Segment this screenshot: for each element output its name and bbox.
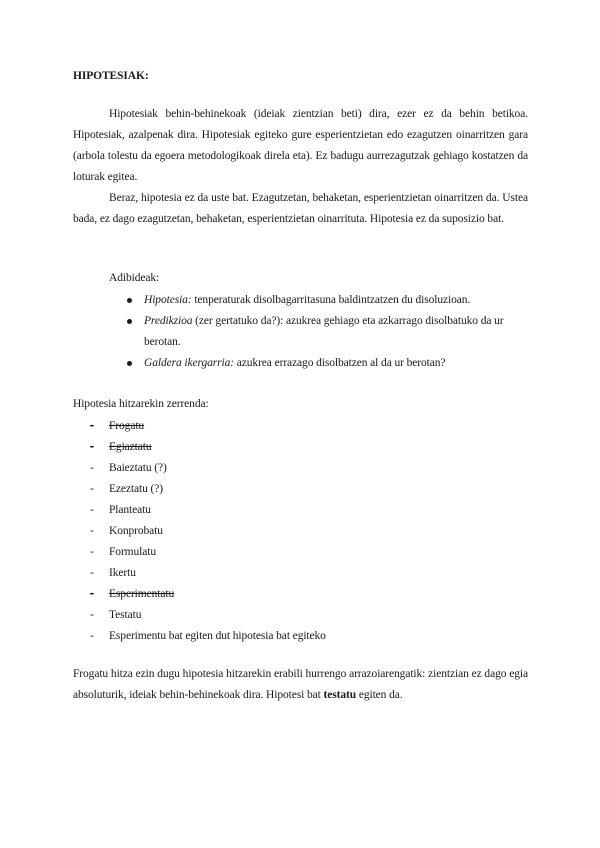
list-word: Frogatu xyxy=(109,420,145,432)
list-word: Baieztatu (?) xyxy=(109,462,167,474)
bullet-icon xyxy=(127,361,132,366)
paragraph-conclusion xyxy=(73,664,528,706)
word-list-title: Hipotesia hitzarekin zerrenda: xyxy=(73,398,209,410)
list-dash: - xyxy=(90,462,94,474)
conclusion-bold-word: testatu xyxy=(323,689,357,701)
list-word: Esperimentu bat egiten dut hipotesia bat egiteko xyxy=(109,630,326,642)
list-word: Planteatu xyxy=(109,504,151,516)
list-dash: - xyxy=(90,567,94,579)
list-dash: - xyxy=(90,504,94,516)
paragraph-intro: Hipotesiak behin-behinekoak (ideiak zientzian beti) dira, ezer ez da behin betikoa. Hipotesiak, azalpenak dira. Hipotesiak egiteko gure esperientzietan edo ezagutzen oinarritzen gara (arbola tolestu da egoera metodologikoak direla eta). Ez badugu aurrezagutzak gehiago kostatzen da loturak egitea. xyxy=(73,108,528,183)
list-word: Egiaztatu xyxy=(109,441,152,453)
conclusion-end: egiten da. xyxy=(356,689,403,701)
list-word: Testatu xyxy=(109,609,142,621)
list-dash: - xyxy=(90,483,94,495)
list-dash: - xyxy=(90,525,94,537)
bullet-icon xyxy=(127,298,132,303)
list-dash: - xyxy=(90,609,94,621)
list-item xyxy=(73,290,528,311)
list-word: Esperimentatu xyxy=(109,588,175,600)
conclusion-text: Frogatu hitza ezin dugu hipotesia hitzarekin erabili hurrengo arrazoiarengatik: zientzian ez dago egia absoluturik, ideiak behin-behinekoak dira. Hipotesi bat xyxy=(73,668,528,701)
list-dash: - xyxy=(90,546,94,558)
paragraph-hypothesis-definition: Beraz, hipotesia ez da uste bat. Ezagutzetan, behaketan, esperientzietan oinarritzen da. Ustea bada, ez dago ezagutzetan, behaketan, esperientzietan oinarrituta. Hipotesia ez da suposizio bat. xyxy=(73,192,528,225)
examples-label: Adibideak: xyxy=(109,272,160,284)
list-item xyxy=(73,353,528,374)
example-text: tenperaturak disolbagarritasuna baldintzatzen du disoluzioan. xyxy=(191,294,471,306)
page-title: HIPOTESIAK: xyxy=(73,70,149,82)
list-item xyxy=(73,311,528,353)
list-dash: - xyxy=(90,588,94,600)
list-word: Konprobatu xyxy=(109,525,163,537)
examples-list xyxy=(73,290,528,374)
example-text: azukrea errazago disolbatzen al da ur berotan? xyxy=(233,357,446,369)
list-dash: - xyxy=(90,441,94,453)
list-word: Formulatu xyxy=(109,546,157,558)
list-word: Ezeztatu (?) xyxy=(109,483,164,495)
example-text: (zer gertatuko da?): azukrea gehiago eta azkarrago disolbatuko da ur berotan. xyxy=(144,315,504,348)
list-dash: - xyxy=(90,630,94,642)
example-term: Predikzioa xyxy=(144,315,193,327)
example-term: Hipotesia: xyxy=(144,294,192,306)
example-term: Galdera ikergarria: xyxy=(144,357,234,369)
bullet-icon xyxy=(127,319,132,324)
list-dash: - xyxy=(90,420,94,432)
list-word: Ikertu xyxy=(109,567,136,579)
